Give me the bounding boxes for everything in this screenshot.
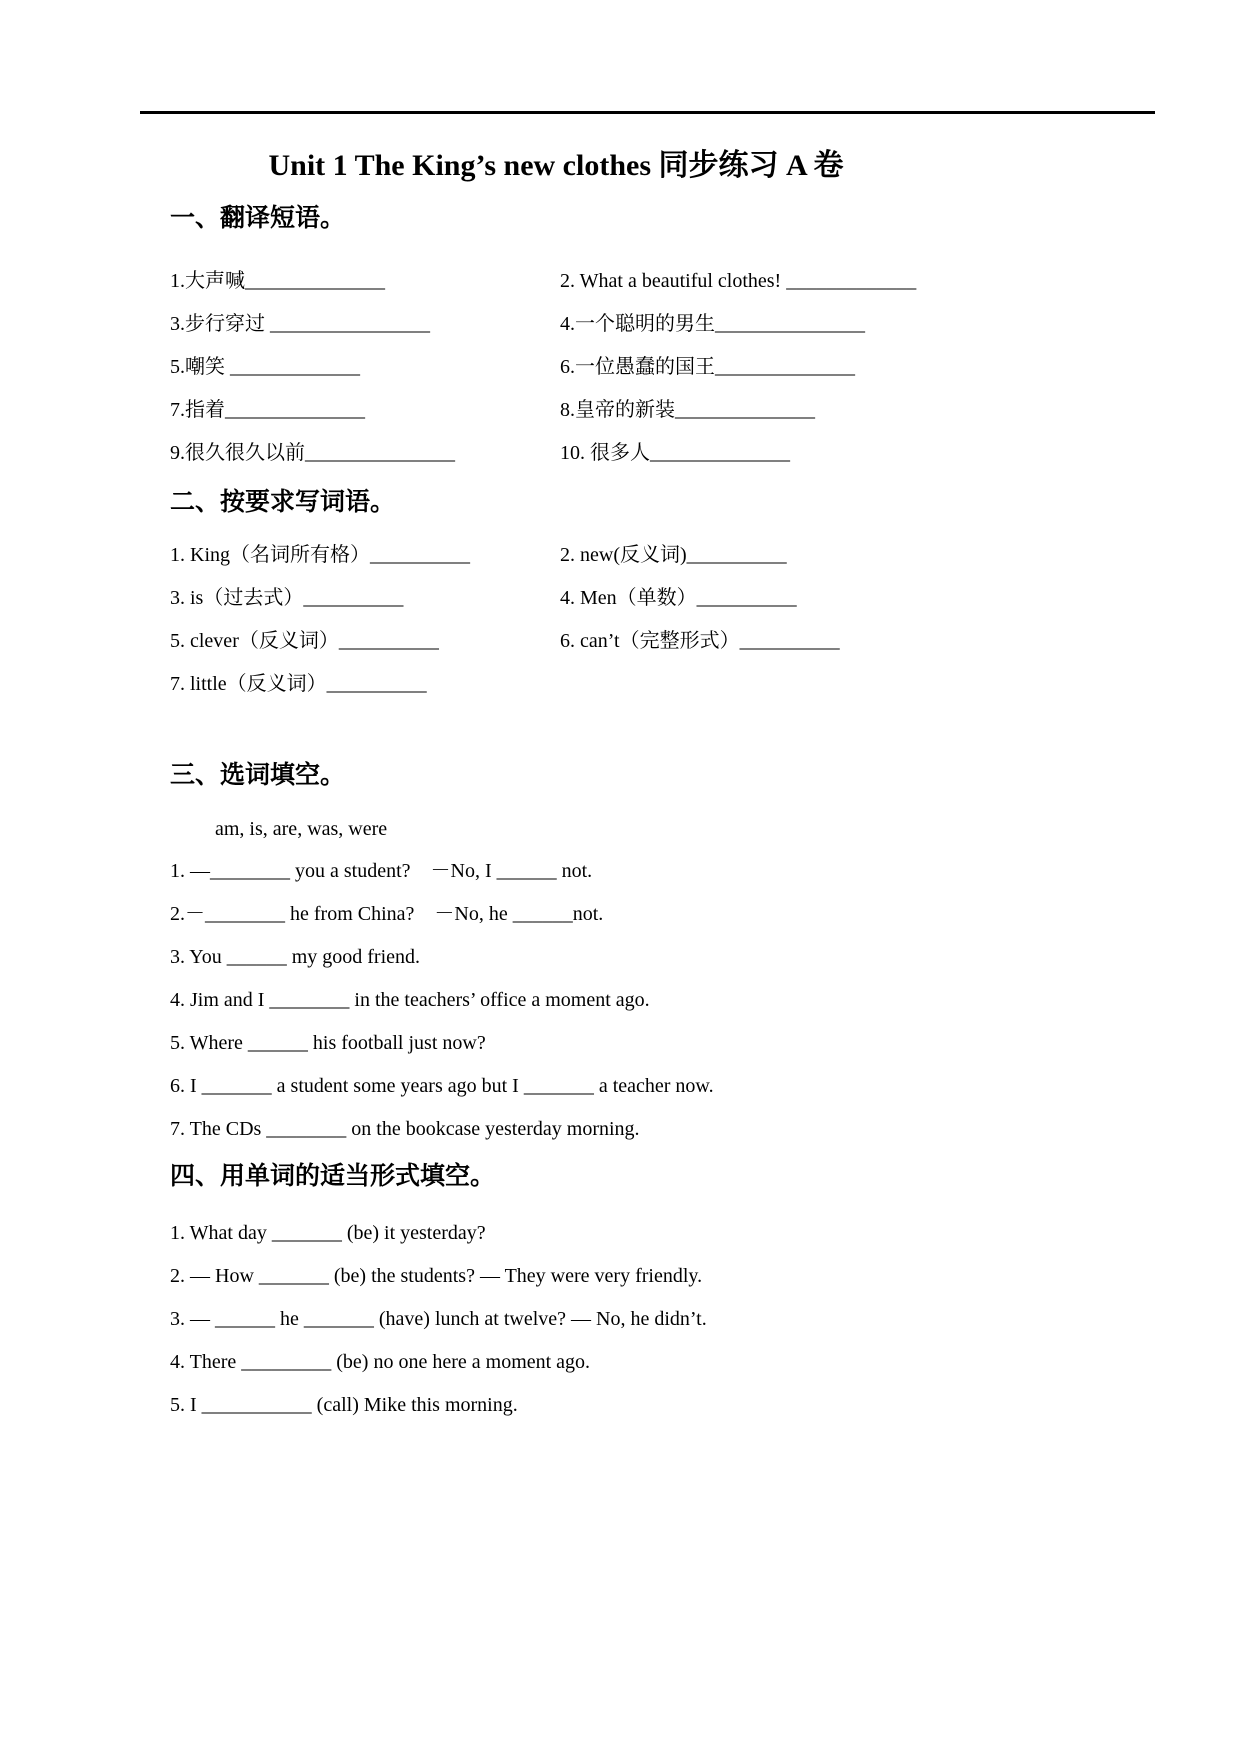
exercise-row (170, 585, 797, 611)
exercise-row (170, 671, 560, 697)
exercise-row (170, 311, 865, 337)
exercise-row (170, 440, 790, 466)
exercise-item-8: 8.皇帝的新装______________ (560, 399, 815, 421)
exercise-item-10: 10. 很多人______________ (560, 442, 790, 464)
exercise-item-4: 4.一个聪明的男生_______________ (560, 313, 865, 335)
word-form-item-4: 4. There _________ (be) no one here a moment ago. (170, 1351, 591, 1373)
fill-blank-item-6: 6. I _______ a student some years ago but I _______ a teacher now. (170, 1075, 714, 1097)
exercise-row (170, 628, 840, 654)
fill-blank-item-2: 2.－________ he from China? －No, he ______not. (170, 903, 604, 925)
word-bank: am, is, are, was, were (215, 818, 388, 840)
fill-blank-item-3: 3. You ______ my good friend. (170, 946, 421, 968)
word-form-item-1: 1. What day _______ (be) it yesterday? (170, 1222, 486, 1244)
exercise-item-9: 9.很久很久以前_______________ (170, 442, 455, 464)
exercise-item-1: 1.大声喊______________ (170, 270, 385, 292)
word-form-item-3: 3. — ______ he _______ (have) lunch at twelve? — No, he didn’t. (170, 1308, 707, 1330)
word-form-item-2: 2. — How _______ (be) the students? — They were very friendly. (170, 1265, 703, 1287)
section-1-heading: 一、翻译短语。 (170, 205, 346, 232)
exercise-item-2: 2. What a beautiful clothes! _____________ (560, 270, 917, 292)
word-item-3: 3. is（过去式）__________ (170, 587, 404, 609)
worksheet-title: Unit 1 The King’s new clothes 同步练习 A 卷 (268, 149, 844, 182)
word-item-7: 7. little（反义词）__________ (170, 673, 427, 695)
section-4-heading: 四、用单词的适当形式填空。 (170, 1163, 496, 1190)
exercise-row (170, 542, 787, 568)
word-item-5: 5. clever（反义词）__________ (170, 630, 439, 652)
section-3-heading: 三、选词填空。 (170, 762, 346, 789)
fill-blank-item-4: 4. Jim and I ________ in the teachers’ office a moment ago. (170, 989, 650, 1011)
word-item-6: 6. can’t（完整形式）__________ (560, 630, 840, 652)
word-item-2: 2. new(反义词)__________ (560, 544, 787, 566)
worksheet-page (170, 0, 942, 1754)
word-item-1: 1. King（名词所有格）__________ (170, 544, 470, 566)
exercise-row (170, 397, 815, 423)
fill-blank-item-5: 5. Where ______ his football just now? (170, 1032, 486, 1054)
exercise-row (170, 268, 916, 294)
word-item-4: 4. Men（单数）__________ (560, 587, 797, 609)
exercise-item-7: 7.指着______________ (170, 399, 365, 421)
fill-blank-item-7: 7. The CDs ________ on the bookcase yesterday morning. (170, 1118, 640, 1140)
word-form-item-5: 5. I ___________ (call) Mike this morning. (170, 1394, 518, 1416)
exercise-item-5: 5.嘲笑 _____________ (170, 356, 360, 378)
fill-blank-item-1: 1. —________ you a student? －No, I ______ not. (170, 860, 593, 882)
section-2-heading: 二、按要求写词语。 (170, 489, 396, 516)
exercise-item-6: 6.一位愚蠢的国王______________ (560, 356, 855, 378)
exercise-row (170, 354, 855, 380)
exercise-item-3: 3.步行穿过 ________________ (170, 313, 430, 335)
